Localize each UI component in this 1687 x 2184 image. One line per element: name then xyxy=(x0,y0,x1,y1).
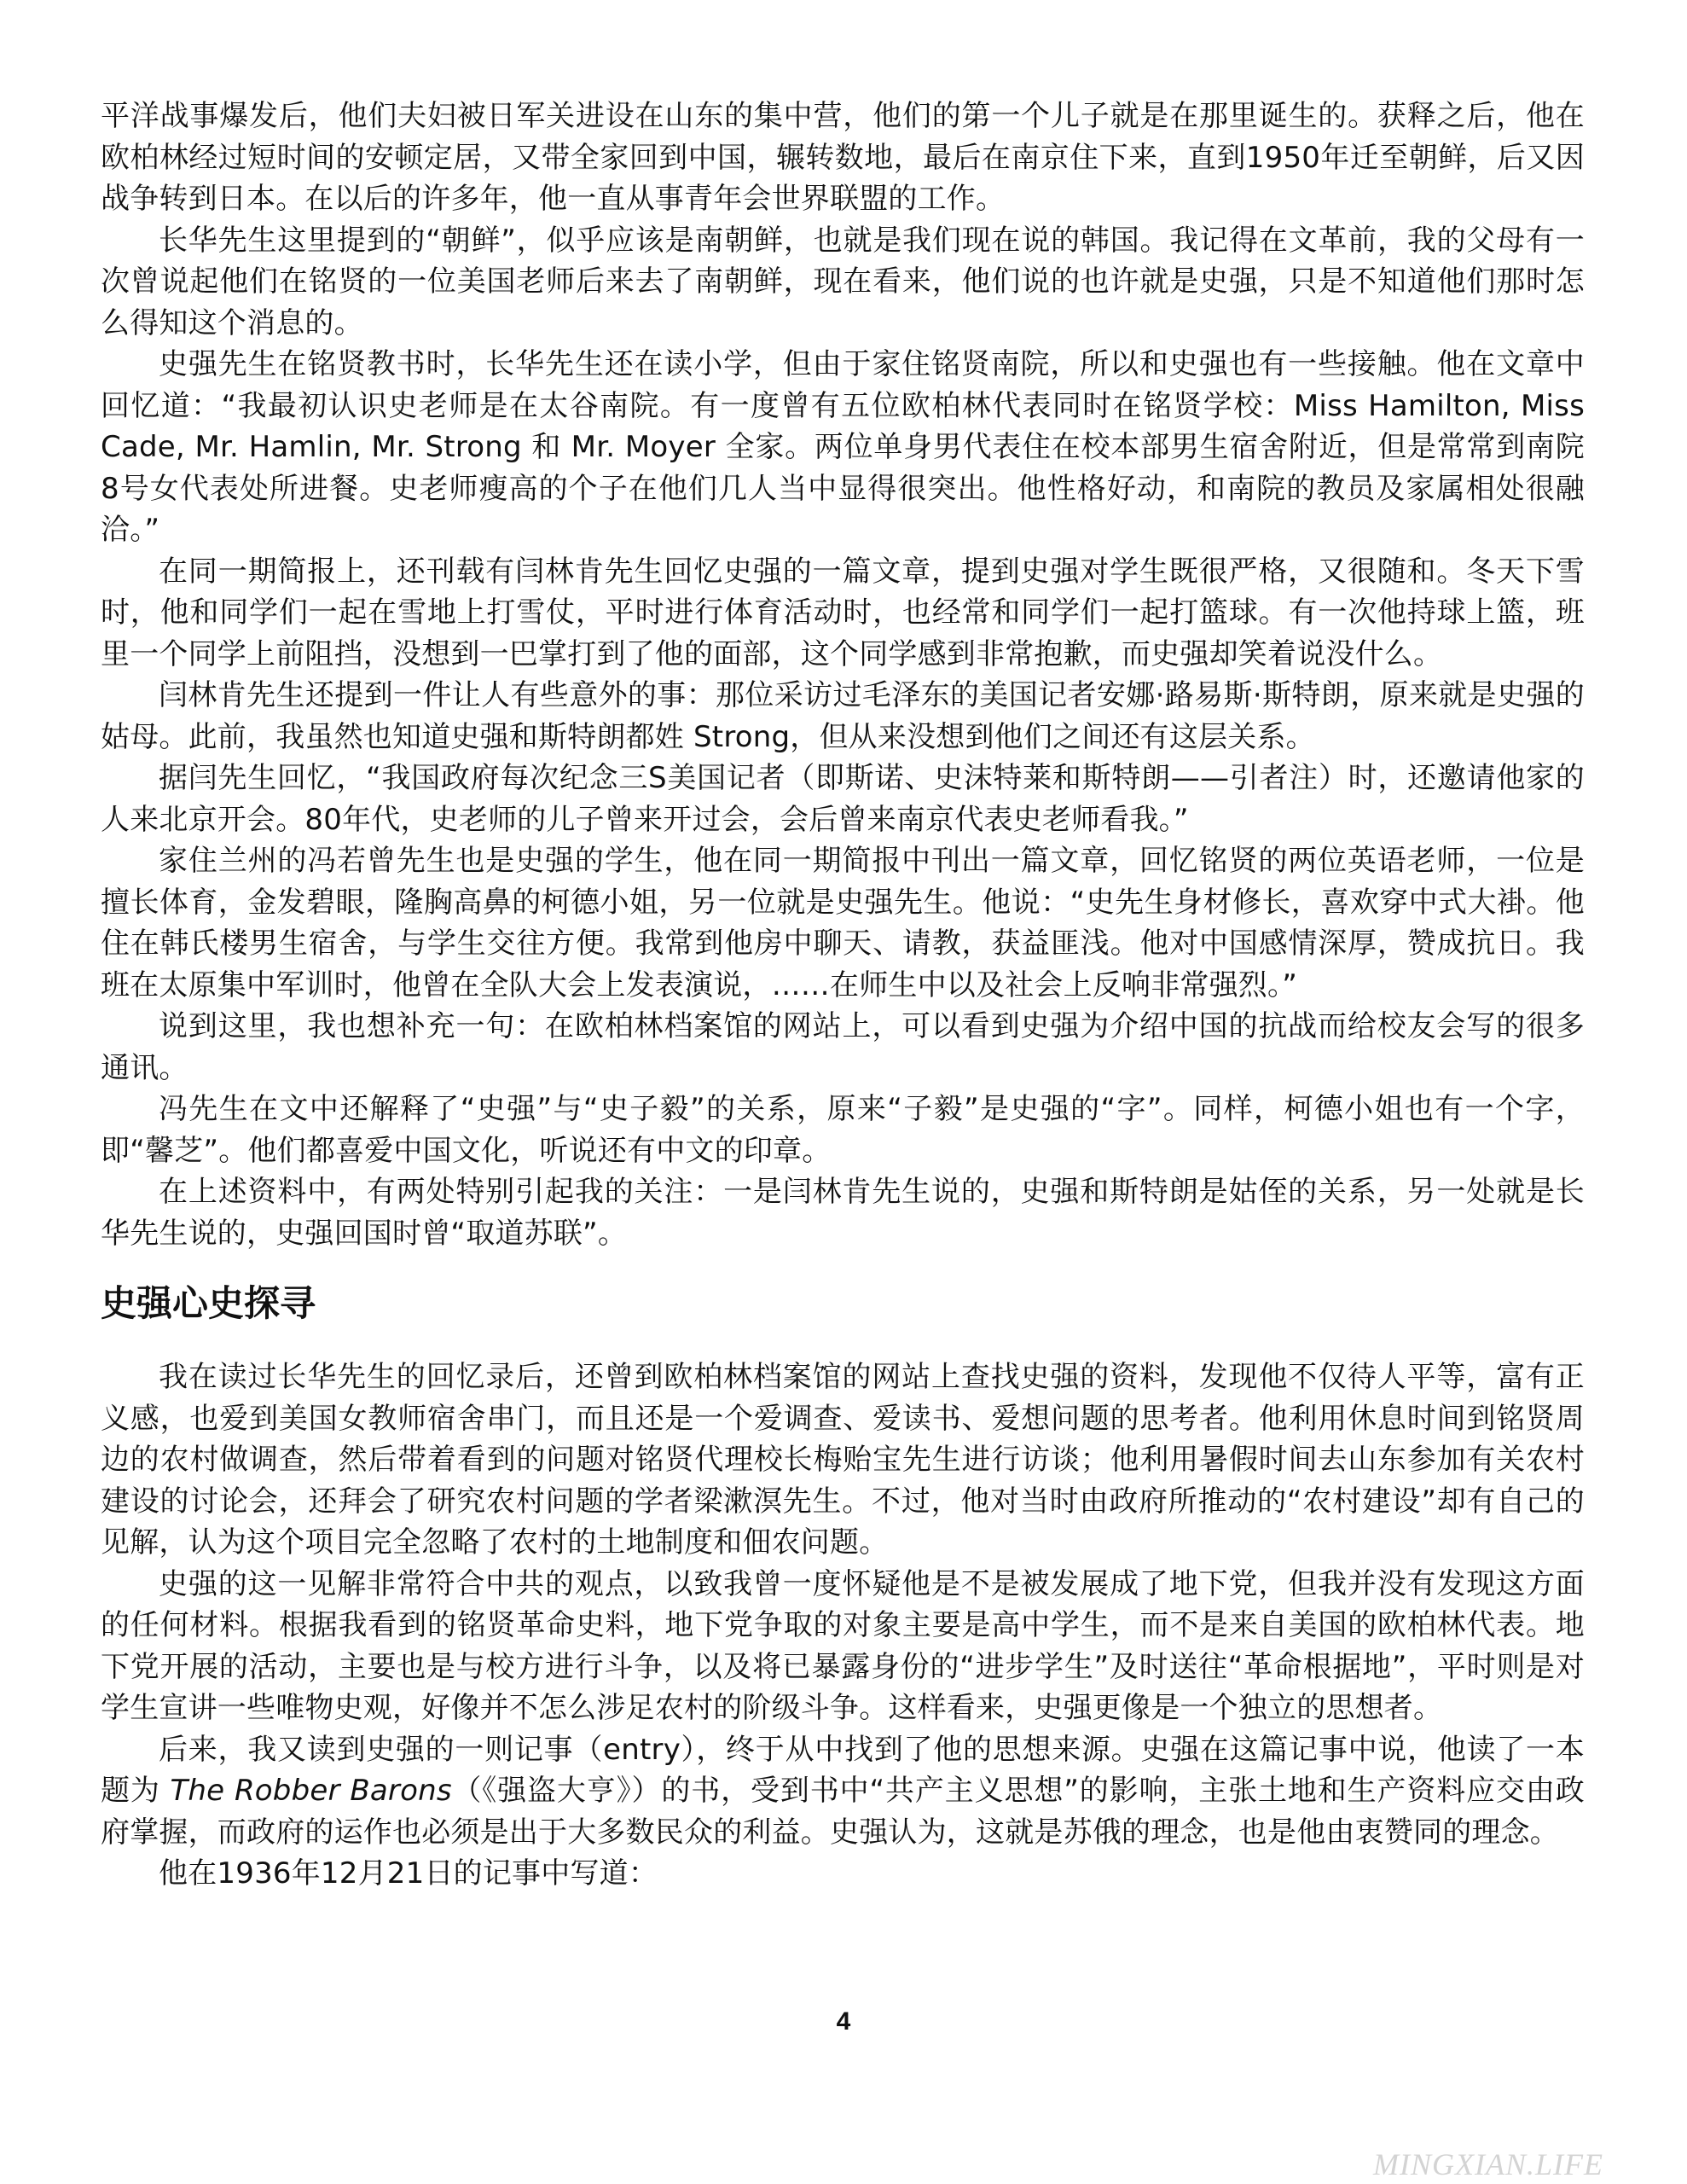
text-run: （《强盗大亨》）的书，受到书中“共产主义思想”的影响，主张土地和生产资料应交由政府掌握，而政府的运作也必须是出于大多数民众的利益。史强认为，这就是苏俄的理念，也是他由衷赞同的理念。 xyxy=(101,1774,1585,1850)
section-heading: 史强心史探寻 xyxy=(101,1282,316,1324)
page-number: 4 xyxy=(836,2007,851,2036)
paragraph: 长华先生这里提到的“朝鲜”，似乎应该是南朝鲜，也就是我们现在说的韩国。我记得在文革前，我的父母有一次曾说起他们在铭贤的一位美国老师后来去了南朝鲜，现在看来，他们说的也许就是史强，只是不知道他们那时怎么得知这个消息的。 xyxy=(101,223,1585,340)
paragraph: 在同一期简报上，还刊载有闫林肯先生回忆史强的一篇文章，提到史强对学生既很严格，又很随和。冬天下雪时，他和同学们一起在雪地上打雪仗，平时进行体育活动时，也经常和同学们一起打篮球。有一次他持球上篮，班里一个同学上前阻挡，没想到一巴掌打到了他的面部，这个同学感到非常抱歉，而史强却笑着说没什么。 xyxy=(101,554,1585,671)
document-page xyxy=(101,96,1585,1895)
paragraph: 闫林肯先生还提到一件让人有些意外的事：那位采访过毛泽东的美国记者安娜·路易斯·斯特朗，原来就是史强的姑母。此前，我虽然也知道史强和斯特朗都姓 Strong，但从来没想到他们之间还有这层关系。 xyxy=(101,678,1585,754)
paragraph: 我在读过长华先生的回忆录后，还曾到欧柏林档案馆的网站上查找史强的资料，发现他不仅待人平等，富有正义感，也爱到美国女教师宿舍串门，而且还是一个爱调查、爱读书、爱想问题的思考者。他利用休息时间到铭贤周边的农村做调查，然后带着看到的问题对铭贤代理校长梅贻宝先生进行访谈；他利用暑假时间去山东参加有关农村建设的讨论会，还拜会了研究农村问题的学者梁漱溟先生。不过，他对当时由政府所推动的“农村建设”却有自己的见解，认为这个项目完全忽略了农村的土地制度和佃农问题。 xyxy=(101,1360,1585,1560)
paragraph: 家住兰州的冯若曾先生也是史强的学生，他在同一期简报中刊出一篇文章，回忆铭贤的两位英语老师，一位是擅长体育，金发碧眼，隆胸高鼻的柯德小姐，另一位就是史强先生。他说：“史先生身材修长，喜欢穿中式大褂。他住在韩氏楼男生宿舍，与学生交往方便。我常到他房中聊天、请教，获益匪浅。他对中国感情深厚，赞成抗日。我班在太原集中军训时，他曾在全队大会上发表演说，……在师生中以及社会上反响非常强烈。” xyxy=(101,844,1585,1002)
paragraph: 史强的这一见解非常符合中共的观点，以致我曾一度怀疑他是不是被发展成了地下党，但我并没有发现这方面的任何材料。根据我看到的铭贤革命史料，地下党争取的对象主要是高中学生，而不是来自美国的欧柏林代表。地下党开展的活动，主要也是与校方进行斗争，以及将已暴露身份的“进步学生”及时送往“革命根据地”，平时则是对学生宣讲一些唯物史观，好像并不怎么涉足农村的阶级斗争。这样看来，史强更像是一个独立的思想者。 xyxy=(101,1566,1585,1725)
paragraph: 平洋战事爆发后，他们夫妇被日军关进设在山东的集中营，他们的第一个儿子就是在那里诞生的。获释之后，他在欧柏林经过短时间的安顿定居，又带全家回到中国，辗转数地，最后在南京住下来，直到1950年迁至朝鲜，后又因战争转到日本。在以后的许多年，他一直从事青年会世界联盟的工作。 xyxy=(101,99,1585,216)
text-run: 后来，我又读到史强的一则记事（entry），终于从中找到了他的思想来源。史强在这篇记事中说，他读了一本题为 xyxy=(101,1732,1586,1808)
book-title: The Robber Barons xyxy=(170,1774,452,1808)
paragraph: 他在1936年12月21日的记事中写道： xyxy=(159,1856,658,1891)
watermark: MINGXIAN.LIFE xyxy=(1373,2147,1603,2181)
paragraph-robber-barons xyxy=(101,1729,1585,1854)
paragraph: 史强先生在铭贤教书时，长华先生还在读小学，但由于家住铭贤南院，所以和史强也有一些接触。他在文章中回忆道：“我最初认识史老师是在太谷南院。有一度曾有五位欧柏林代表同时在铭贤学校：Miss Hamilton, Miss Cade, Mr. Hamlin, Mr. Strong 和 Mr. Moyer 全家。两位单身男代表住在校本部男生宿舍附近，但是常常到南院8号女代表处所进餐。史老师瘦高的个子在他们几人当中显得很突出。他性格好动，和南院的教员及家属相处很融洽。” xyxy=(101,347,1585,547)
paragraph: 在上述资料中，有两处特别引起我的关注：一是闫林肯先生说的，史强和斯特朗是姑侄的关系，另一处就是长华先生说的，史强回国时曾“取道苏联”。 xyxy=(101,1175,1585,1251)
paragraph: 据闫先生回忆，“我国政府每次纪念三S美国记者（即斯诺、史沫特莱和斯特朗——引者注）时，还邀请他家的人来北京开会。80年代，史老师的儿子曾来开过会，会后曾来南京代表史老师看我。” xyxy=(101,761,1585,837)
paragraph: 说到这里，我也想补充一句：在欧柏林档案馆的网站上，可以看到史强为介绍中国的抗战而给校友会写的很多通讯。 xyxy=(101,1009,1585,1085)
paragraph: 冯先生在文中还解释了“史强”与“史子毅”的关系，原来“子毅”是史强的“字”。同样，柯德小姐也有一个字，即“馨芝”。他们都喜爱中国文化，听说还有中文的印章。 xyxy=(101,1092,1585,1168)
